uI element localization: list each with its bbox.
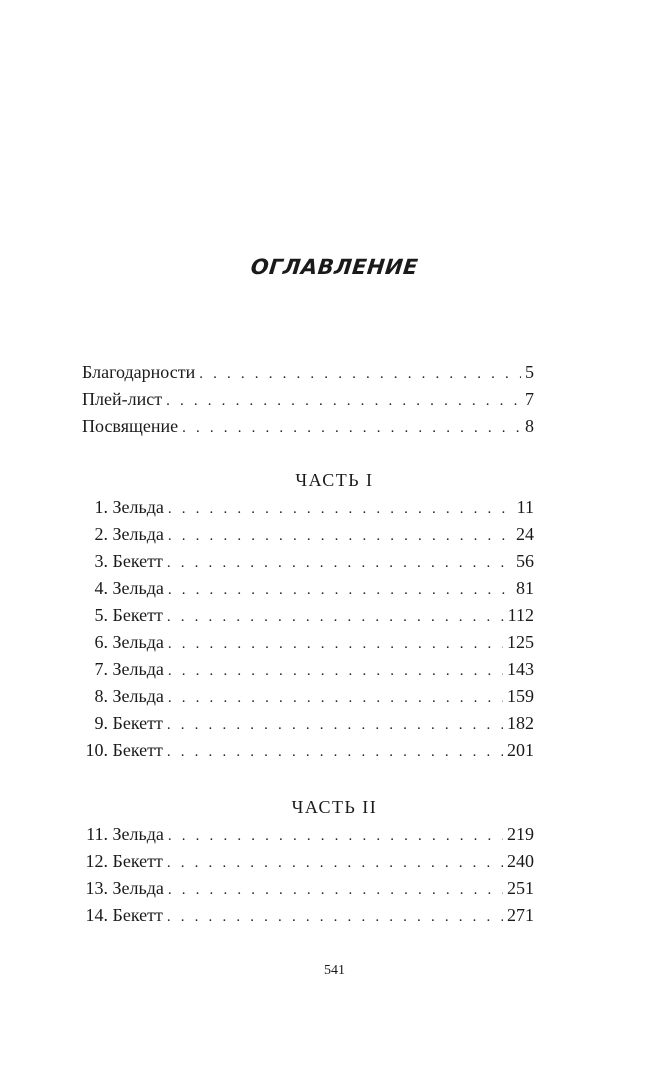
chapter-number: 12. (85, 851, 108, 871)
chapter-title: Бекетт (112, 551, 163, 571)
toc-chapter-10 (82, 740, 534, 766)
toc-entry-label: Благодарности (82, 362, 196, 382)
toc-chapter-8 (82, 686, 534, 712)
toc-entry-page: 125 (507, 632, 534, 652)
dot-leader (167, 855, 503, 872)
toc-chapter-14 (82, 905, 534, 931)
chapter-title: Бекетт (112, 713, 163, 733)
toc-entry-page: 240 (507, 851, 534, 871)
toc-entry-page: 143 (507, 659, 534, 679)
dot-leader (167, 717, 503, 734)
dot-leader (168, 882, 503, 899)
dot-leader (168, 828, 503, 845)
dot-leader (168, 663, 503, 680)
toc-entry-label (82, 905, 167, 926)
toc-chapter-12 (82, 851, 534, 877)
dot-leader (167, 609, 504, 626)
toc-entry-label (82, 578, 168, 599)
chapter-title: Бекетт (112, 605, 163, 625)
chapter-number: 5. (94, 605, 108, 625)
toc-chapter-4 (82, 578, 534, 604)
toc-entry-page: 5 (525, 362, 534, 382)
toc-entry-label (82, 551, 167, 572)
dot-leader (167, 744, 503, 761)
dot-leader (168, 690, 503, 707)
toc-entry-label: Плей-лист (82, 389, 163, 409)
page-title: ОГЛАВЛЕНИЕ (249, 255, 420, 279)
toc-entry-label (82, 524, 168, 545)
chapter-title: Зельда (112, 686, 164, 706)
toc-chapter-9 (82, 713, 534, 739)
toc-entry-label (82, 740, 167, 761)
toc-entry-page: 251 (507, 878, 534, 898)
chapter-title: Бекетт (112, 851, 163, 871)
dot-leader (168, 501, 513, 518)
chapter-number: 13. (85, 878, 108, 898)
chapter-number: 7. (94, 659, 108, 679)
toc-chapter-3 (82, 551, 534, 577)
toc-entry-page: 159 (507, 686, 534, 706)
toc-entry-label (82, 824, 168, 845)
chapter-number: 2. (94, 524, 108, 544)
toc-entry-page: 81 (516, 578, 534, 598)
toc-chapter-7 (82, 659, 534, 685)
dot-leader (168, 582, 512, 599)
toc-entry-page: 219 (507, 824, 534, 844)
chapter-number: 1. (94, 497, 108, 517)
part-heading-1: ЧАСТЬ I (295, 470, 374, 490)
chapter-title: Зельда (112, 524, 164, 544)
toc-entry-label (82, 605, 167, 626)
toc-chapter-5 (82, 605, 534, 631)
toc-chapter-11 (82, 824, 534, 850)
toc-entry-label: Посвящение (82, 416, 179, 436)
chapter-title: Бекетт (112, 740, 163, 760)
toc-entry-page: 24 (516, 524, 534, 544)
chapter-title: Бекетт (112, 905, 163, 925)
chapter-number: 14. (85, 905, 108, 925)
dot-leader (199, 366, 521, 383)
page-number: 541 (324, 963, 345, 978)
toc-entry-label (82, 632, 168, 653)
toc-entry-page: 201 (507, 740, 534, 760)
toc-entry-playlist (82, 389, 534, 415)
toc-entry-label (82, 878, 168, 899)
toc-entry-label (82, 659, 168, 680)
chapter-title: Зельда (112, 878, 164, 898)
toc-entry-dedication (82, 416, 534, 442)
toc-entry-page: 271 (507, 905, 534, 925)
chapter-title: Зельда (112, 578, 164, 598)
dot-leader (182, 420, 521, 437)
part-heading-2: ЧАСТЬ II (291, 797, 378, 817)
toc-entry-label (82, 686, 168, 707)
dot-leader (168, 528, 512, 545)
toc-chapter-1 (82, 497, 534, 523)
dot-leader (167, 555, 512, 572)
toc-entry-page: 11 (516, 497, 534, 517)
chapter-number: 8. (94, 686, 108, 706)
chapter-title: Зельда (112, 632, 164, 652)
chapter-number: 10. (85, 740, 108, 760)
toc-entry-label (82, 713, 167, 734)
chapter-number: 11. (86, 824, 108, 844)
toc-chapter-2 (82, 524, 534, 550)
chapter-title: Зельда (112, 824, 164, 844)
dot-leader (166, 393, 521, 410)
chapter-title: Зельда (112, 659, 164, 679)
toc-entry-label (82, 851, 167, 872)
chapter-number: 6. (94, 632, 108, 652)
toc-entry-label (82, 497, 168, 518)
dot-leader (167, 909, 503, 926)
chapter-title: Зельда (112, 497, 164, 517)
toc-entry-page: 56 (516, 551, 534, 571)
toc-entry-page: 112 (507, 605, 534, 625)
toc-entry-page: 8 (525, 416, 534, 436)
toc-entry-acknowledgements (82, 362, 534, 388)
toc-chapter-13 (82, 878, 534, 904)
chapter-number: 4. (94, 578, 108, 598)
chapter-number: 3. (94, 551, 108, 571)
toc-chapter-6 (82, 632, 534, 658)
toc-entry-page: 182 (507, 713, 534, 733)
dot-leader (168, 636, 503, 653)
toc-entry-page: 7 (525, 389, 534, 409)
chapter-number: 9. (94, 713, 108, 733)
